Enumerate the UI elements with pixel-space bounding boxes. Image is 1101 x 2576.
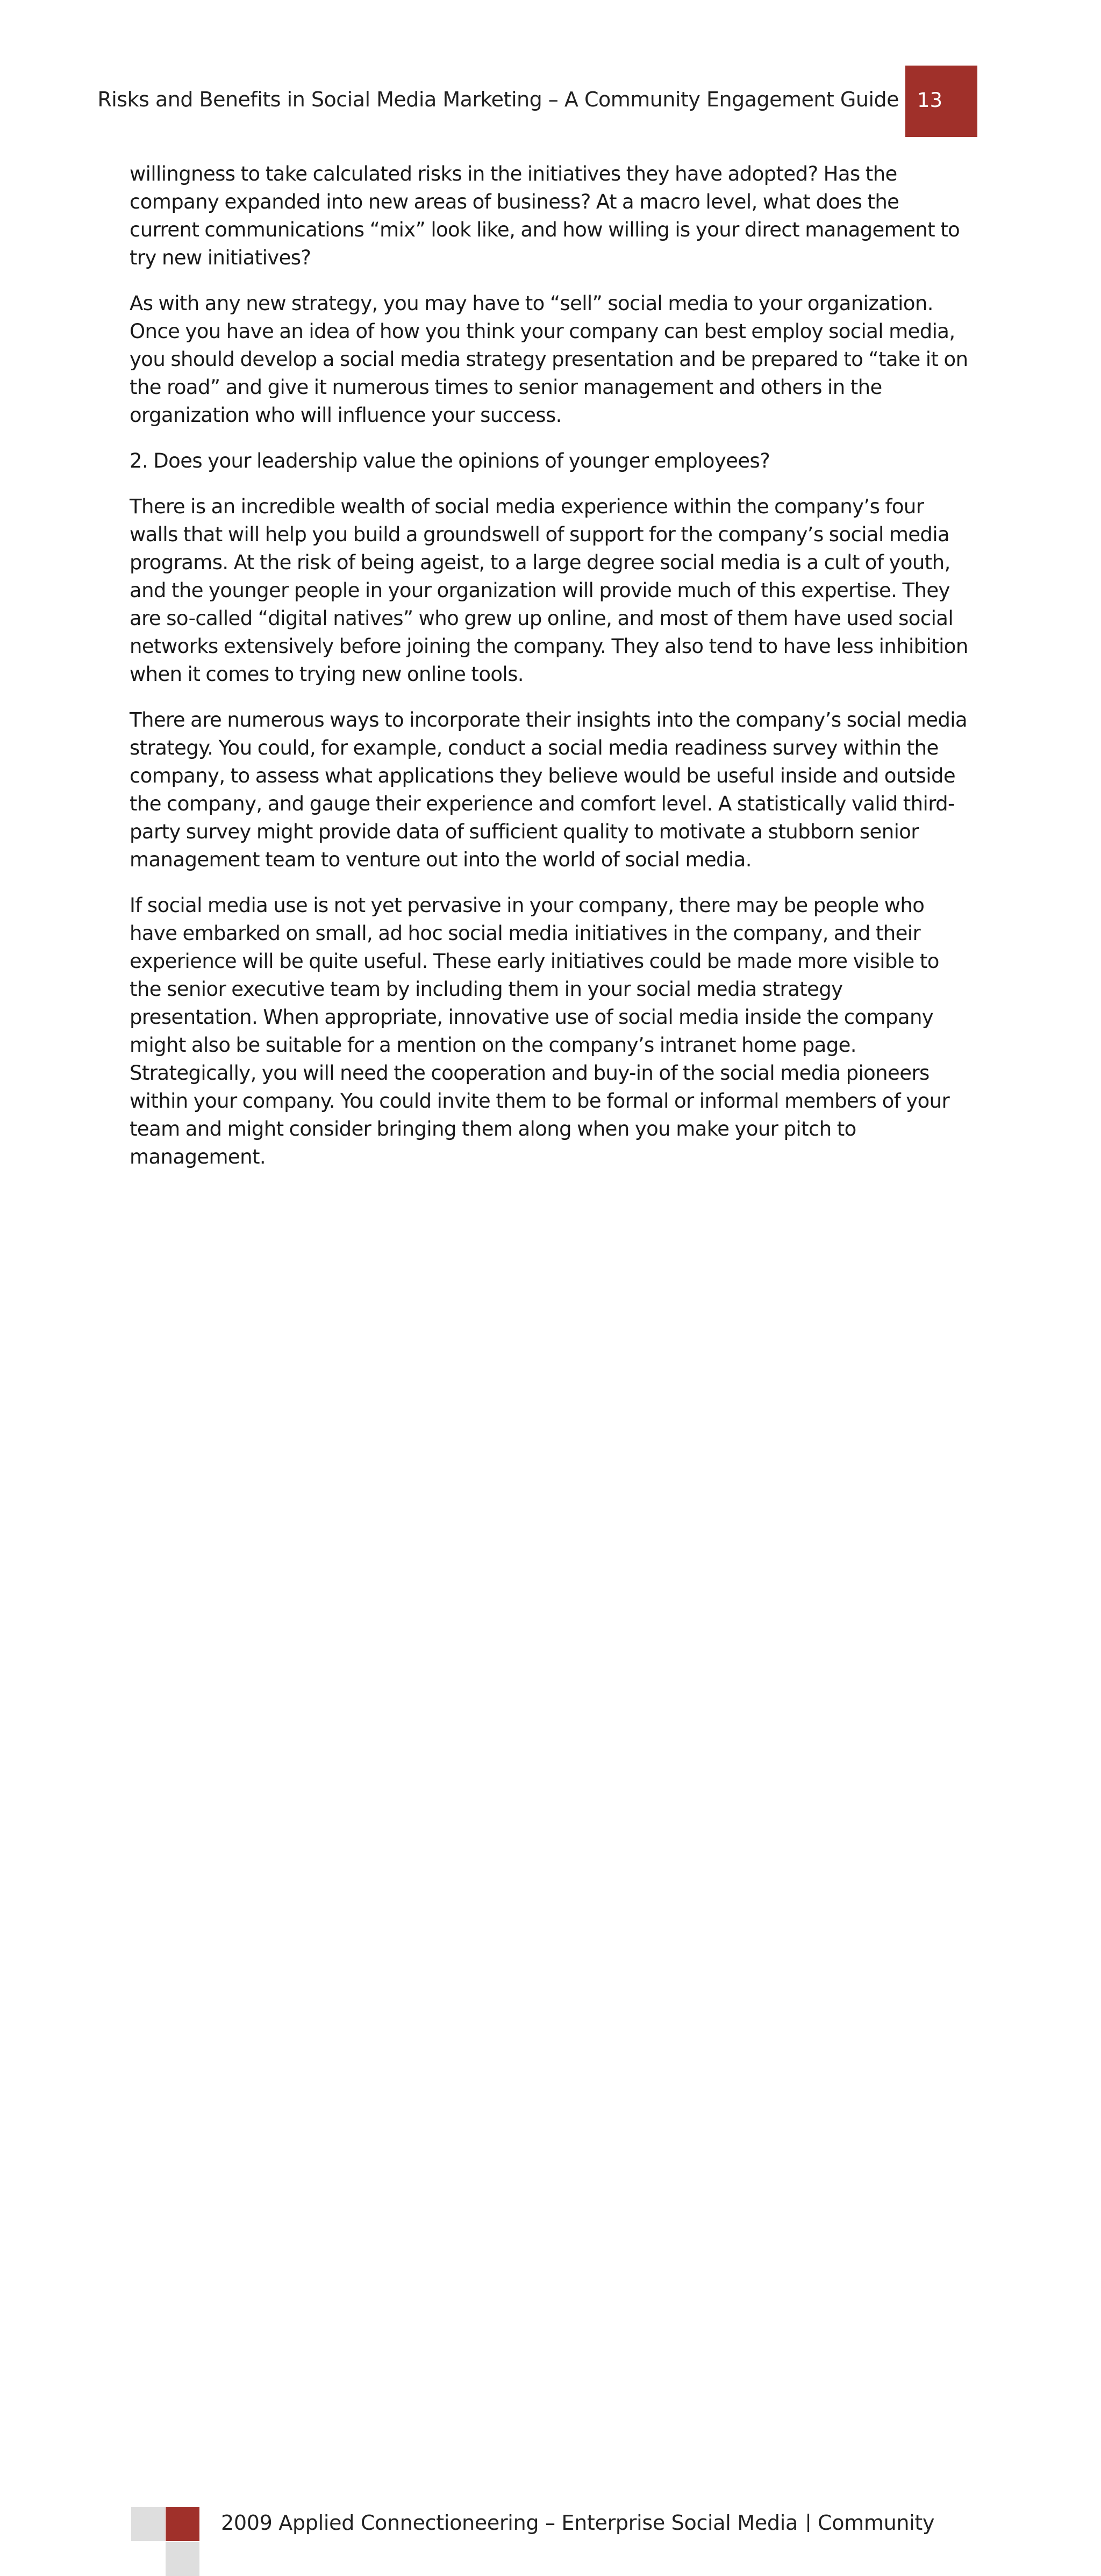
footer-gray-square-icon xyxy=(166,2542,199,2576)
document-title: Risks and Benefits in Social Media Marketing – A Community Engagement Guide xyxy=(97,88,899,111)
body-text xyxy=(130,160,971,1189)
footer-red-square-icon xyxy=(166,2507,199,2541)
paragraph: If social media use is not yet pervasive in your company, there may be people who have embarked on small, ad hoc social media initiatives in the company, and their experience will be quite useful. These early initiatives could be made more visible to the senior executive team by including them in your social media strategy presentation. When appropriate, innovative use of social media inside the company might also be suitable for a mention on the company’s intranet home page. Strategically, you will need the cooperation and buy-in of the social media pioneers within your company. You could invite them to be formal or informal members of your team and might consider bringing them along when you make your pitch to management. xyxy=(130,894,950,1168)
page-number: 13 xyxy=(917,89,943,112)
paragraph: As with any new strategy, you may have to “sell” social media to your organization. Once you have an idea of how you think your company can best employ social media, you should develop a social media strategy presentation and be prepared to “take it on the road” and give it numerous times to senior management and others in the organization who will influence your success. xyxy=(130,292,968,427)
footer-left-text: 2009 Applied Connectioneering – Enterprise Social Media xyxy=(221,2511,798,2535)
paragraph: There are numerous ways to incorporate their insights into the company’s social media strategy. You could, for example, conduct a social media readiness survey within the company, to assess what applications they believe would be useful inside and outside the company, and gauge their experience and comfort level. A statistically valid third-party survey might provide data of sufficient quality to motivate a stubborn senior management team to venture out into the world of social media. xyxy=(130,708,967,871)
footer-separator xyxy=(807,2514,809,2532)
question-heading: 2. Does your leadership value the opinions of younger employees? xyxy=(130,449,770,472)
page-footer xyxy=(0,1252,1101,2535)
footer-gray-square-icon xyxy=(131,2507,165,2541)
paragraph: willingness to take calculated risks in the initiatives they have adopted? Has the company expanded into new areas of business? At a macro level, what does the current communications “mix” look like, and how willing is your direct management to try new initiatives? xyxy=(130,162,960,269)
footer-text xyxy=(221,2511,934,2535)
page-header xyxy=(0,0,1101,140)
paragraph: There is an incredible wealth of social media experience within the company’s four walls that will help you build a groundswell of support for the company’s social media programs. At the risk of being ageist, to a large degree social media is a cult of youth, and the younger people in your organization will provide much of this expertise. They are so-called “digital natives” who grew up online, and most of them have used social networks extensively before joining the company. They also tend to have less inhibition when it comes to trying new online tools. xyxy=(130,495,968,686)
footer-right-text: Community xyxy=(817,2511,935,2535)
